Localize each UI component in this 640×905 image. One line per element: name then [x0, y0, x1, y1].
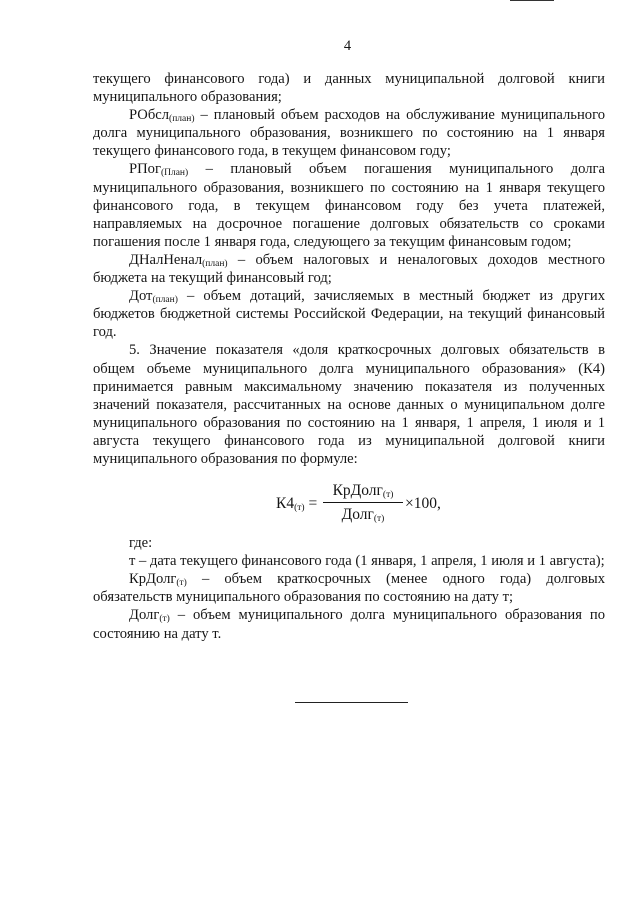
definition-dnalnenal-text: – объем налоговых и неналоговых доходов местного бюджета на текущий финансовый год;	[93, 251, 605, 287]
definition-krdolg	[93, 570, 605, 606]
definition-dot-text: – объем дотаций, зачисляемых в местный бюджет из других бюджетов бюджетной системы Российской Федерации, на текущий финансовый год.	[93, 288, 605, 341]
formula-lhs	[276, 495, 317, 513]
page-number: 4	[343, 38, 352, 54]
formula-fraction	[323, 482, 403, 524]
term-dnalnenal-subscript: (план)	[202, 258, 228, 269]
definition-krdolg-text: – объем краткосрочных (менее одного года) долговых обязательств муниципального образования по состоянию на дату т;	[93, 571, 605, 606]
definition-dolg	[93, 606, 605, 642]
definition-dnalnenal	[93, 251, 605, 287]
formula-numerator	[323, 482, 403, 503]
definition-dot	[93, 287, 605, 341]
term-dolg-subscript: (т)	[159, 614, 170, 625]
formula-equals-sign: =	[308, 495, 318, 513]
term-dnalnenal: ДНалНенал	[129, 251, 203, 268]
definition-robsl-text: – плановый объем расходов на обслуживание муниципального долга муниципального образования, возникшего по состоянию на 1 января текущего финансового года, в текущем финансовом году;	[93, 107, 605, 160]
definition-rpog-text: – плановый объем погашения муниципального долга муниципального образования, возникшего по состоянию на 1 января текущего финансового года, в текущем финансовом году без учета платежей, направляемых на досрочное погашение долговых обязательств со сроками погашения после 1 января года, следующего за текущим финансовым годом;	[93, 161, 605, 250]
term-dolg: Долг	[129, 607, 160, 624]
paragraph-continuation: текущего финансового года) и данных муниципальной долговой книги муниципального образования;	[93, 71, 605, 106]
paragraph-item-5: 5. Значение показателя «доля краткосрочных долговых обязательств в общем объеме муниципального долга муниципального образования» (К4) принимается равным максимальному значению показателя из полученных значений показателя, рассчитанных на основе данных о муниципальном долге муниципального образования по состоянию на 1 января, 1 апреля, 1 июля и 1 августа текущего финансового года из муниципальной долговой книги муниципального образования по формуле:	[93, 342, 605, 467]
formula-lhs-subscript: (т)	[294, 503, 305, 514]
formula-denominator-subscript: (т)	[373, 514, 385, 525]
formula-denominator	[323, 503, 403, 524]
term-robsl-subscript: (план)	[169, 114, 195, 125]
term-dot-subscript: (план)	[152, 295, 178, 306]
term-robsl: РОбсл	[129, 107, 170, 124]
formula-lhs-symbol: К4	[276, 495, 295, 513]
term-rpog: РПог	[129, 161, 161, 178]
formula-multiplier: ×100,	[405, 495, 441, 513]
definition-t: т – дата текущего финансового года (1 января, 1 апреля, 1 июля и 1 августа);	[129, 553, 605, 570]
formula-denominator-symbol: Долг	[341, 506, 374, 524]
term-rpog-subscript: (План)	[160, 168, 189, 179]
end-of-document-rule	[295, 702, 408, 703]
formula-numerator-symbol: КрДолг	[332, 482, 383, 500]
term-krdolg: КрДолг	[129, 571, 177, 588]
term-krdolg-subscript: (т)	[176, 578, 187, 589]
document-body	[93, 70, 605, 643]
definition-rpog	[93, 160, 605, 250]
definitions-intro: где:	[129, 535, 153, 552]
formula-numerator-subscript: (т)	[382, 490, 394, 501]
formula-k4	[93, 474, 605, 530]
definition-robsl	[93, 106, 605, 160]
top-edge-rule	[510, 0, 554, 1]
term-dot: Дот	[129, 288, 153, 305]
definition-dolg-text: – объем муниципального долга муниципального образования по состоянию на дату т.	[93, 607, 605, 642]
